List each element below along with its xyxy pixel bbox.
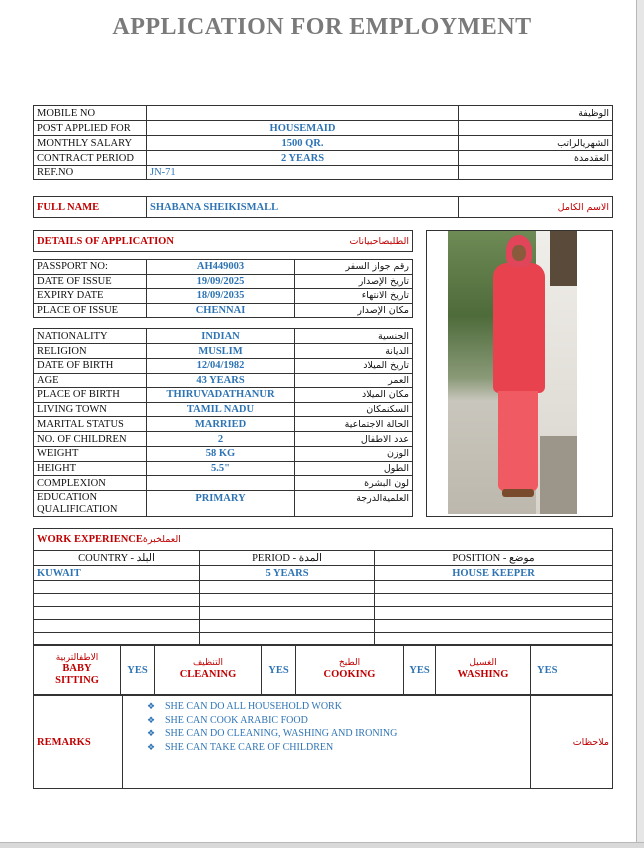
cell-country (34, 620, 199, 632)
cell-position: HOUSE KEEPER (374, 566, 612, 580)
field-label-arabic: الجنسية (294, 329, 412, 343)
field-label: MONTHLY SALARY (37, 137, 133, 149)
cell-position (374, 581, 612, 593)
table-row (34, 359, 412, 374)
remarks-label-arabic: ملاحظات (530, 696, 612, 788)
section-heading: DETAILS OF APPLICATION (37, 235, 174, 247)
cell-period (199, 581, 374, 593)
remark-text: SHE CAN COOK ARABIC FOOD (165, 714, 308, 726)
field-value: 58 KG (146, 447, 294, 461)
field-label-arabic: الوظيفة (458, 106, 612, 120)
field-label: PLACE OF BIRTH (37, 389, 120, 401)
field-value: 43 YEARS (146, 374, 294, 388)
table-row (34, 329, 412, 344)
table-row (34, 476, 412, 491)
table-row (34, 121, 612, 136)
skill-label: COOKING (323, 669, 376, 681)
page-edge-bottom (0, 842, 644, 848)
field-label: AGE (37, 374, 59, 386)
cell-country (34, 594, 199, 606)
page-title: APPLICATION FOR EMPLOYMENT (112, 14, 532, 40)
field-label-arabic: الوزن (294, 447, 412, 461)
table-row (34, 106, 612, 121)
personal-details-table (33, 328, 413, 517)
skills-table (33, 645, 613, 695)
remarks-content (122, 696, 530, 788)
table-row (34, 462, 412, 477)
field-value: CHENNAI (146, 304, 294, 318)
field-value: AH449003 (146, 260, 294, 274)
skill-value: YES (530, 646, 612, 694)
table-row (34, 417, 412, 432)
section-heading-arabic: الطلبصاحبيانات (349, 235, 409, 247)
list-item (147, 700, 530, 714)
table-row (34, 260, 412, 275)
table-row (34, 607, 612, 620)
cell-position (374, 594, 612, 606)
field-label-arabic: لون البشرة (294, 476, 412, 490)
field-label-arabic: السكنمكان (294, 403, 412, 417)
field-label: MOBILE NO (37, 107, 96, 119)
field-label-arabic: تاريخ الإصدار (294, 275, 412, 289)
field-label: COMPLEXION (37, 477, 106, 489)
field-label: NATIONALITY (37, 330, 108, 342)
work-experience-title-arabic: العملخبرة (142, 534, 181, 545)
table-row (34, 432, 412, 447)
remarks-table (33, 695, 613, 789)
table-row (34, 447, 412, 462)
table-row (34, 633, 612, 644)
skill-cleaning (154, 646, 261, 694)
skill-value: YES (120, 646, 154, 694)
table-header-row (34, 551, 612, 566)
diamond-bullet-icon: ❖ (147, 728, 156, 738)
field-label: RELIGION (37, 345, 87, 357)
work-experience-table (33, 528, 613, 645)
cell-period (199, 594, 374, 606)
skill-label: WASHING (457, 669, 509, 681)
field-label-arabic (458, 166, 612, 179)
field-label: PLACE OF ISSUE (37, 304, 119, 316)
photo-image (448, 231, 577, 514)
skill-label: BABY (62, 663, 92, 675)
skill-label-arabic: الاطفالتربية (55, 652, 99, 663)
field-label-arabic: الشهريالراتب (458, 136, 612, 150)
field-label-arabic: الحالة الاجتماعية (294, 417, 412, 431)
table-row (34, 566, 612, 581)
field-label-arabic: تاريخ الميلاد (294, 359, 412, 373)
page-edge (636, 0, 644, 848)
field-value: MUSLIM (146, 344, 294, 358)
table-row (34, 403, 412, 418)
contract-table (33, 105, 613, 180)
field-value: INDIAN (146, 329, 294, 343)
education-label-line2: QUALIFICATION (37, 503, 118, 515)
field-label: CONTRACT PERIOD (37, 152, 134, 164)
field-label-arabic: رقم جواز السفر (294, 260, 412, 274)
skill-label-line2: SITTING (55, 674, 99, 686)
remarks-list (123, 696, 530, 754)
field-label: LIVING TOWN (37, 403, 107, 415)
field-value: THIRUVADATHANUR (146, 388, 294, 402)
table-row (34, 620, 612, 633)
table-row (34, 594, 612, 607)
table-row (34, 374, 412, 389)
table-row (34, 166, 612, 179)
field-value (146, 106, 458, 120)
table-row (34, 289, 412, 304)
field-label: EXPIRY DATE (37, 290, 104, 302)
field-label-arabic: الاسم الكامل (458, 197, 612, 217)
work-experience-title: WORK EXPERIENCE (37, 534, 143, 545)
table-row (34, 646, 612, 694)
table-row (34, 581, 612, 594)
list-item (147, 727, 530, 741)
diamond-bullet-icon: ❖ (147, 714, 156, 725)
remarks-label: REMARKS (37, 736, 91, 748)
field-label: DATE OF ISSUE (37, 275, 112, 287)
field-label-arabic: الديانة (294, 344, 412, 358)
field-value: 19/09/2025 (146, 275, 294, 289)
skill-label-arabic: التنظيف (192, 658, 224, 669)
skill-label-arabic: الطبخ (338, 658, 361, 669)
skill-baby-sitting (34, 646, 120, 694)
field-value: 18/09/2035 (146, 289, 294, 303)
field-label: FULL NAME (37, 201, 100, 213)
field-value: MARRIED (146, 417, 294, 431)
field-label: PASSPORT NO: (37, 261, 108, 273)
field-value: 2 YEARS (146, 151, 458, 165)
skill-washing (435, 646, 530, 694)
passport-table (33, 259, 413, 318)
column-header: PERIOD - المدة (199, 551, 374, 565)
field-value: 1500 QR. (146, 136, 458, 150)
table-row (34, 344, 412, 359)
skill-label: CLEANING (179, 669, 237, 681)
field-label (34, 491, 146, 516)
cell-period (199, 607, 374, 619)
remark-text: SHE CAN DO ALL HOUSEHOLD WORK (165, 701, 342, 712)
field-label: WEIGHT (37, 448, 79, 460)
cell-period (199, 620, 374, 632)
table-row (34, 136, 612, 151)
details-header (33, 230, 413, 252)
skill-value: YES (403, 646, 435, 694)
field-label: HEIGHT (37, 462, 77, 474)
field-value: JN-71 (146, 166, 458, 179)
diamond-bullet-icon: ❖ (147, 701, 156, 711)
field-label-arabic: العلميةالدرجة (294, 491, 412, 516)
field-label: MARITAL STATUS (37, 418, 124, 430)
field-value: 12/04/1982 (146, 359, 294, 373)
table-row (34, 491, 412, 516)
diamond-bullet-icon: ❖ (147, 741, 156, 752)
skill-value: YES (261, 646, 295, 694)
field-label-arabic: مكان الإصدار (294, 304, 412, 318)
field-label: POST APPLIED FOR (37, 122, 131, 134)
skill-label-arabic: الغسيل (469, 658, 497, 669)
table-row (34, 304, 412, 318)
cell-country (34, 581, 199, 593)
table-row (34, 151, 612, 166)
field-value: PRIMARY (146, 491, 294, 516)
section-heading (34, 529, 612, 550)
field-value: 2 (146, 432, 294, 446)
table-row (34, 231, 412, 251)
education-label-line1: EDUCATION (37, 491, 98, 503)
field-label-arabic: عدد الاطفال (294, 432, 412, 446)
table-row (34, 388, 412, 403)
skill-cooking (295, 646, 403, 694)
cell-position (374, 607, 612, 619)
cell-position (374, 620, 612, 632)
remark-text: SHE CAN TAKE CARE OF CHILDREN (165, 741, 334, 753)
field-value (146, 476, 294, 490)
field-label-arabic: تاريخ الانتهاء (294, 289, 412, 303)
list-item (147, 741, 530, 755)
field-label: DATE OF BIRTH (37, 360, 114, 372)
field-label-arabic: العمر (294, 374, 412, 388)
field-value: 5.5" (146, 462, 294, 476)
field-value: HOUSEMAID (146, 121, 458, 135)
full-name-row (33, 196, 613, 218)
table-row (34, 197, 612, 217)
list-item (147, 714, 530, 728)
field-label-arabic: العقدمدة (458, 151, 612, 165)
section-heading-row (34, 529, 612, 551)
field-label: NO. OF CHILDREN (37, 433, 127, 445)
column-header: COUNTRY - البلد (78, 553, 155, 564)
remark-text: SHE CAN DO CLEANING, WASHING AND IRONING (165, 728, 398, 739)
table-row (34, 696, 612, 788)
table-row (34, 275, 412, 290)
field-value: SHABANA SHEIKISMALL (146, 197, 458, 217)
applicant-photo (426, 230, 613, 517)
field-value: TAMIL NADU (146, 403, 294, 417)
cell-country: KUWAIT (37, 567, 81, 579)
cell-period: 5 YEARS (199, 566, 374, 580)
cell-country (34, 607, 199, 619)
field-label-arabic (458, 121, 612, 135)
field-label-arabic: الطول (294, 462, 412, 476)
field-label-arabic: مكان الميلاد (294, 388, 412, 402)
field-label: REF.NO (37, 167, 74, 178)
column-header: POSITION - موضع (374, 551, 612, 565)
